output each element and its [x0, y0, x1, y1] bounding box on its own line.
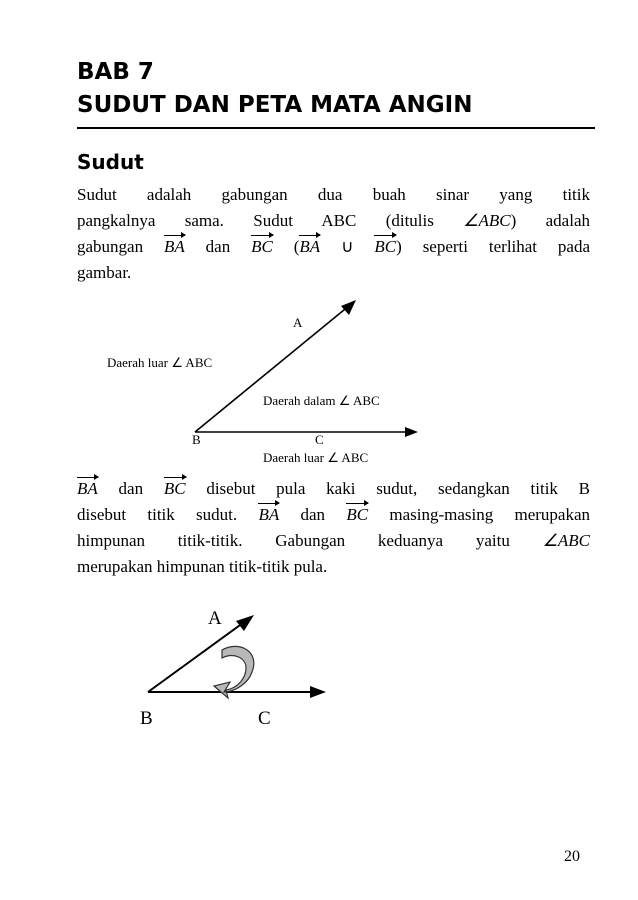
para2-line3 — [77, 528, 590, 554]
para2-text: dan — [118, 479, 144, 498]
para2-text: dan — [300, 505, 326, 524]
rotation-arrow-icon — [214, 646, 254, 698]
para2-line2 — [77, 502, 590, 528]
label-b: B — [140, 708, 153, 729]
para2-text: disebut titik sudut. — [77, 505, 238, 524]
label-b: B — [192, 432, 201, 447]
label-c: C — [258, 708, 271, 729]
angle-rotation-figure — [130, 600, 340, 740]
heading-divider — [77, 127, 595, 129]
paragraph-definition — [77, 182, 590, 286]
para1-text: ) seperti terlihat pada — [396, 237, 591, 256]
para1-text: gabungan — [77, 237, 144, 256]
label-a: A — [293, 315, 303, 330]
section-title: Sudut — [77, 150, 144, 174]
angle-regions-figure — [100, 292, 430, 467]
para2-line4: merupakan himpunan titik-titik pula. — [77, 557, 328, 576]
outer-region-label-bottom: Daerah luar ∠ ABC — [263, 450, 369, 465]
inner-region-label: Daerah dalam ∠ ABC — [263, 393, 380, 408]
outer-region-label-top: Daerah luar ∠ ABC — [107, 355, 213, 370]
ray-bc: BC — [251, 234, 273, 260]
para1-text: pangkalnya sama. Sudut ABC (ditulis — [77, 211, 434, 230]
para1-text: ( — [293, 237, 300, 256]
angle-abc-symbol: ∠ABC — [463, 211, 511, 230]
chapter-title: SUDUT DAN PETA MATA ANGIN — [77, 92, 473, 118]
ray-bc: BC — [164, 476, 186, 502]
ray-ba-line — [195, 305, 350, 432]
para1-text: ) adalah — [510, 211, 590, 230]
page-number: 20 — [564, 848, 580, 865]
para2-text: himpunan titik-titik. Gabungan keduanya yaitu — [77, 531, 510, 550]
arrowhead-c-icon — [310, 686, 326, 698]
ray-ba: BA — [258, 502, 279, 528]
arrowhead-a-icon — [236, 615, 254, 631]
para1-line2 — [77, 208, 590, 234]
para2-text: masing-masing merupakan — [389, 505, 591, 524]
para1-line4: gambar. — [77, 263, 132, 282]
angle-abc-symbol: ∠ABC — [542, 531, 591, 550]
union-symbol: ∪ — [341, 237, 354, 256]
ray-bc: BC — [374, 234, 396, 260]
para2-line1 — [77, 476, 590, 502]
ray-bc: BC — [346, 502, 368, 528]
ray-ba: BA — [164, 234, 185, 260]
para1-text: dan — [205, 237, 231, 256]
label-a: A — [208, 608, 222, 629]
arrowhead-a-icon — [341, 300, 356, 315]
chapter-heading — [77, 56, 472, 122]
para1-line1: Sudut adalah gabungan dua buah sinar yang titik — [77, 185, 590, 204]
para2-text: disebut pula kaki sudut, sedangkan titik B — [206, 479, 591, 498]
arrowhead-c-icon — [405, 427, 418, 437]
ray-ba: BA — [299, 234, 320, 260]
chapter-number: BAB 7 — [77, 59, 154, 85]
ray-ba: BA — [77, 476, 98, 502]
label-c: C — [315, 432, 324, 447]
paragraph-explanation — [77, 476, 590, 580]
para1-line3 — [77, 234, 590, 260]
